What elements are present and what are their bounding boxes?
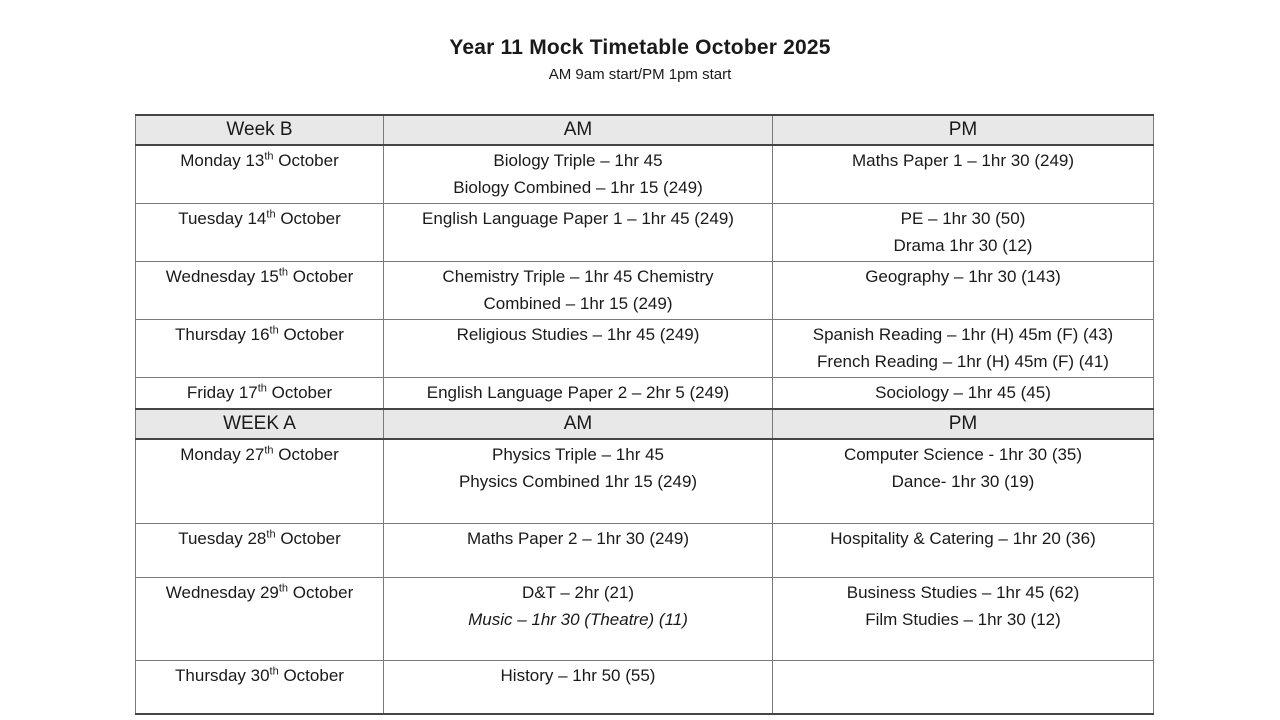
exam-entry: Computer Science - 1hr 30 (35) bbox=[843, 445, 1083, 464]
ordinal-suffix: th bbox=[264, 444, 274, 457]
exam-entry: French Reading – 1hr (H) 45m (F) (41) bbox=[817, 352, 1109, 371]
ordinal-suffix: th bbox=[269, 324, 279, 337]
exam-entry: Biology Combined – 1hr 15 (249) bbox=[453, 178, 703, 197]
exam-entry: Maths Paper 1 – 1hr 30 (249) bbox=[851, 151, 1075, 170]
ordinal-suffix: th bbox=[257, 382, 267, 395]
pm-cell bbox=[773, 439, 1154, 523]
timetable-row bbox=[136, 577, 1154, 660]
exam-entry: History – 1hr 50 (55) bbox=[500, 665, 656, 685]
day-cell: Monday 27th October bbox=[136, 439, 384, 523]
day-cell: Wednesday 15th October bbox=[136, 262, 384, 320]
am-cell bbox=[384, 204, 773, 262]
am-cell bbox=[384, 523, 773, 577]
exam-entry: Religious Studies – 1hr 45 (249) bbox=[456, 325, 700, 344]
am-cell bbox=[384, 660, 773, 714]
am-cell bbox=[384, 378, 773, 410]
exam-entry: Hospitality & Catering – 1hr 20 (36) bbox=[830, 528, 1096, 548]
section-header-row bbox=[136, 115, 1154, 145]
exam-entry: Geography – 1hr 30 (143) bbox=[865, 267, 1061, 286]
pm-cell bbox=[773, 577, 1154, 660]
pm-cell bbox=[773, 523, 1154, 577]
day-cell: Thursday 30th October bbox=[136, 660, 384, 714]
day-cell: Friday 17th October bbox=[136, 378, 384, 410]
timetable-body bbox=[136, 115, 1154, 714]
column-header-pm: PM bbox=[773, 409, 1154, 439]
exam-entry: Physics Combined 1hr 15 (249) bbox=[458, 472, 698, 491]
exam-entry: English Language Paper 1 – 1hr 45 (249) bbox=[422, 209, 734, 228]
page-title: Year 11 Mock Timetable October 2025 bbox=[449, 36, 831, 59]
pm-cell bbox=[773, 204, 1154, 262]
ordinal-suffix: th bbox=[266, 208, 276, 221]
exam-entry: Combined – 1hr 15 (249) bbox=[483, 294, 673, 313]
ordinal-suffix: th bbox=[269, 664, 279, 677]
page-subtitle: AM 9am start/PM 1pm start bbox=[548, 66, 732, 83]
exam-entry: English Language Paper 2 – 2hr 5 (249) bbox=[426, 383, 730, 402]
exam-entry: Sociology – 1hr 45 (45) bbox=[875, 383, 1051, 402]
column-header-week: WEEK A bbox=[136, 409, 384, 439]
pm-cell bbox=[773, 145, 1154, 204]
am-cell bbox=[384, 320, 773, 378]
exam-entry: Spanish Reading – 1hr (H) 45m (F) (43) bbox=[812, 325, 1114, 344]
am-cell bbox=[384, 577, 773, 660]
pm-cell bbox=[773, 378, 1154, 410]
am-cell bbox=[384, 145, 773, 204]
am-cell bbox=[384, 439, 773, 523]
timetable-row bbox=[136, 204, 1154, 262]
timetable-row bbox=[136, 145, 1154, 204]
ordinal-suffix: th bbox=[266, 527, 276, 540]
exam-entry: Maths Paper 2 – 1hr 30 (249) bbox=[466, 528, 690, 548]
day-cell: Tuesday 14th October bbox=[136, 204, 384, 262]
timetable-row bbox=[136, 439, 1154, 523]
column-header-pm: PM bbox=[773, 115, 1154, 145]
column-header-am: AM bbox=[384, 115, 773, 145]
day-cell: Monday 13th October bbox=[136, 145, 384, 204]
ordinal-suffix: th bbox=[278, 581, 289, 594]
exam-entry: Music – 1hr 30 (Theatre) (11) bbox=[468, 609, 688, 629]
exam-entry: D&T – 2hr (21) bbox=[521, 582, 635, 602]
exam-entry: Drama 1hr 30 (12) bbox=[893, 236, 1033, 255]
timetable-row bbox=[136, 262, 1154, 320]
exam-entry: Chemistry Triple – 1hr 45 Chemistry bbox=[442, 267, 714, 286]
day-cell: Thursday 16th October bbox=[136, 320, 384, 378]
column-header-am: AM bbox=[384, 409, 773, 439]
pm-cell bbox=[773, 262, 1154, 320]
exam-entry: Physics Triple – 1hr 45 bbox=[492, 445, 664, 464]
section-header-row bbox=[136, 409, 1154, 439]
ordinal-suffix: th bbox=[278, 266, 289, 279]
pm-cell bbox=[773, 320, 1154, 378]
mock-timetable bbox=[135, 114, 1154, 715]
timetable-row bbox=[136, 523, 1154, 577]
exam-entry: Film Studies – 1hr 30 (12) bbox=[865, 609, 1061, 629]
exam-entry: Business Studies – 1hr 45 (62) bbox=[846, 582, 1080, 602]
timetable-row bbox=[136, 378, 1154, 410]
day-cell: Wednesday 29th October bbox=[136, 577, 384, 660]
pm-cell bbox=[773, 660, 1154, 714]
day-cell: Tuesday 28th October bbox=[136, 523, 384, 577]
column-header-week: Week B bbox=[136, 115, 384, 145]
ordinal-suffix: th bbox=[264, 150, 274, 163]
timetable-row bbox=[136, 320, 1154, 378]
exam-entry: Biology Triple – 1hr 45 bbox=[493, 151, 663, 170]
exam-entry: Dance- 1hr 30 (19) bbox=[891, 472, 1035, 491]
am-cell bbox=[384, 262, 773, 320]
exam-entry: PE – 1hr 30 (50) bbox=[900, 209, 1026, 228]
timetable-row bbox=[136, 660, 1154, 714]
